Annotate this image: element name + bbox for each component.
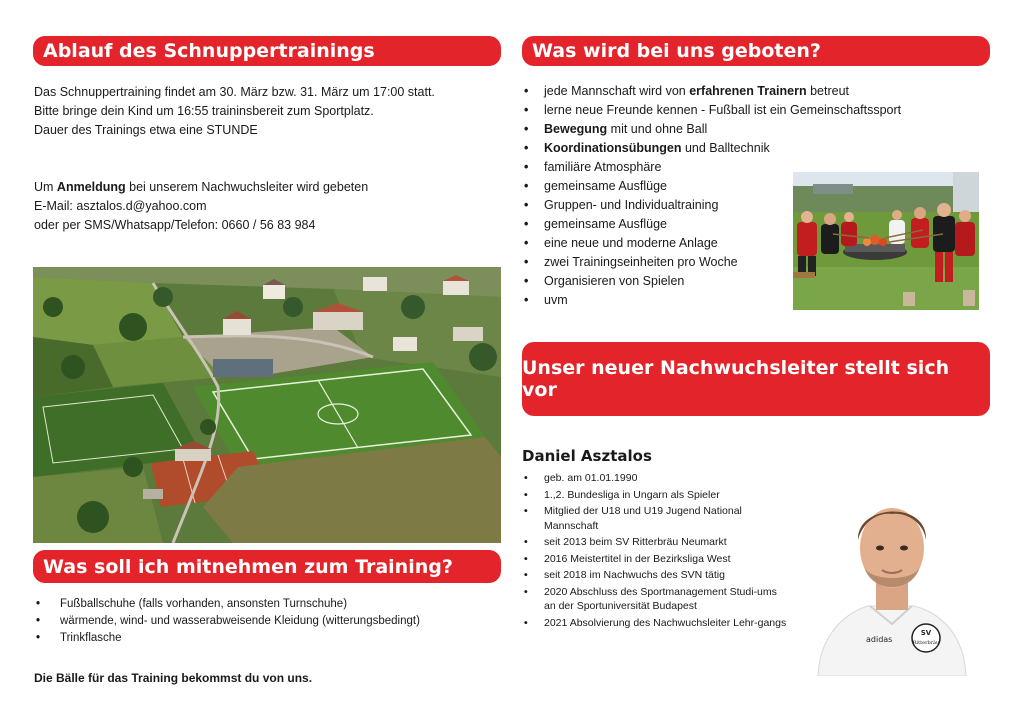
list-item: • familiäre Atmosphäre (522, 158, 962, 177)
list-item: • uvm (522, 291, 962, 310)
schedule-heading: Ablauf des Schnuppertrainings (33, 36, 501, 66)
balls-note: Die Bälle für das Training bekommst du von uns. (34, 671, 313, 685)
list-item: • Organisieren von Spielen (522, 272, 962, 291)
aerial-sports-ground-photo (33, 267, 501, 543)
list-item: • eine neue und moderne Anlage (522, 234, 962, 253)
list-item: • Koordinationsübungen und Balltechnik (522, 139, 962, 158)
bring-list (34, 596, 494, 647)
list-item: • gemeinsame Ausflüge (522, 177, 962, 196)
offer-heading: Was wird bei uns geboten? (522, 36, 990, 66)
list-item: • 2016 Meistertitel in der Bezirksliga West (522, 552, 790, 567)
list-item: • Trinkflasche (34, 630, 494, 647)
coach-portrait-photo (808, 482, 974, 676)
list-item: • Fußballschuhe (falls vorhanden, ansonsten Turnschuhe) (34, 596, 494, 613)
list-item: • 2021 Absolvierung des Nachwuchsleiter Lehr-gangs (522, 616, 790, 631)
list-item: • 2020 Abschluss des Sportmanagement Studi-ums an der Sportuniversität Budapest (522, 585, 790, 614)
list-item: • 1.,2. Bundesliga in Ungarn als Spieler (522, 488, 790, 503)
list-item: • Bewegung mit und ohne Ball (522, 120, 962, 139)
registration-text (34, 178, 504, 235)
jersey-crest-line-1: SV (920, 629, 932, 637)
schedule-line-duration: Dauer des Trainings etwa eine STUNDE (34, 123, 258, 137)
coach-name: Daniel Asztalos (522, 447, 652, 465)
list-item: • gemeinsame Ausflüge (522, 215, 962, 234)
list-item: • seit 2013 beim SV Ritterbräu Neumarkt (522, 535, 790, 550)
list-item: • lerne neue Freunde kennen - Fußball ist ein Gemeinschaftssport (522, 101, 962, 120)
list-item: • zwei Trainingseinheiten pro Woche (522, 253, 962, 272)
bring-heading: Was soll ich mitnehmen zum Training? (33, 550, 501, 583)
list-item: • jede Mannschaft wird von erfahrenen Trainern betreut (522, 82, 962, 101)
list-item: • Mitglied der U18 und U19 Jugend National Mannschaft (522, 504, 790, 533)
list-item: • geb. am 01.01.1990 (522, 471, 790, 486)
list-item: • Gruppen- und Individualtraining (522, 196, 962, 215)
schedule-line-arrival: Bitte bringe dein Kind um 16:55 traininsbereit zum Sportplatz. (34, 104, 374, 118)
jersey-brand: adidas (866, 635, 893, 644)
schedule-text (34, 83, 504, 140)
jersey-crest-line-2: Ritterbräu (912, 640, 940, 646)
team-bbq-photo (793, 172, 979, 310)
list-item: • seit 2018 im Nachwuchs des SVN tätig (522, 568, 790, 583)
coach-bio-list (522, 471, 790, 632)
registration-email[interactable]: E-Mail: asztalos.d@yahoo.com (34, 199, 207, 213)
registration-line: Um Anmeldung bei unserem Nachwuchsleiter wird gebeten (34, 180, 369, 194)
list-item: • wärmende, wind- und wasserabweisende Kleidung (witterungsbedingt) (34, 613, 494, 630)
coach-heading: Unser neuer Nachwuchsleiter stellt sich vor (522, 342, 990, 416)
schedule-line-date: Das Schnuppertraining findet am 30. März bzw. 31. März um 17:00 statt. (34, 85, 435, 99)
registration-phone: oder per SMS/Whatsapp/Telefon: 0660 / 56 83 984 (34, 218, 316, 232)
